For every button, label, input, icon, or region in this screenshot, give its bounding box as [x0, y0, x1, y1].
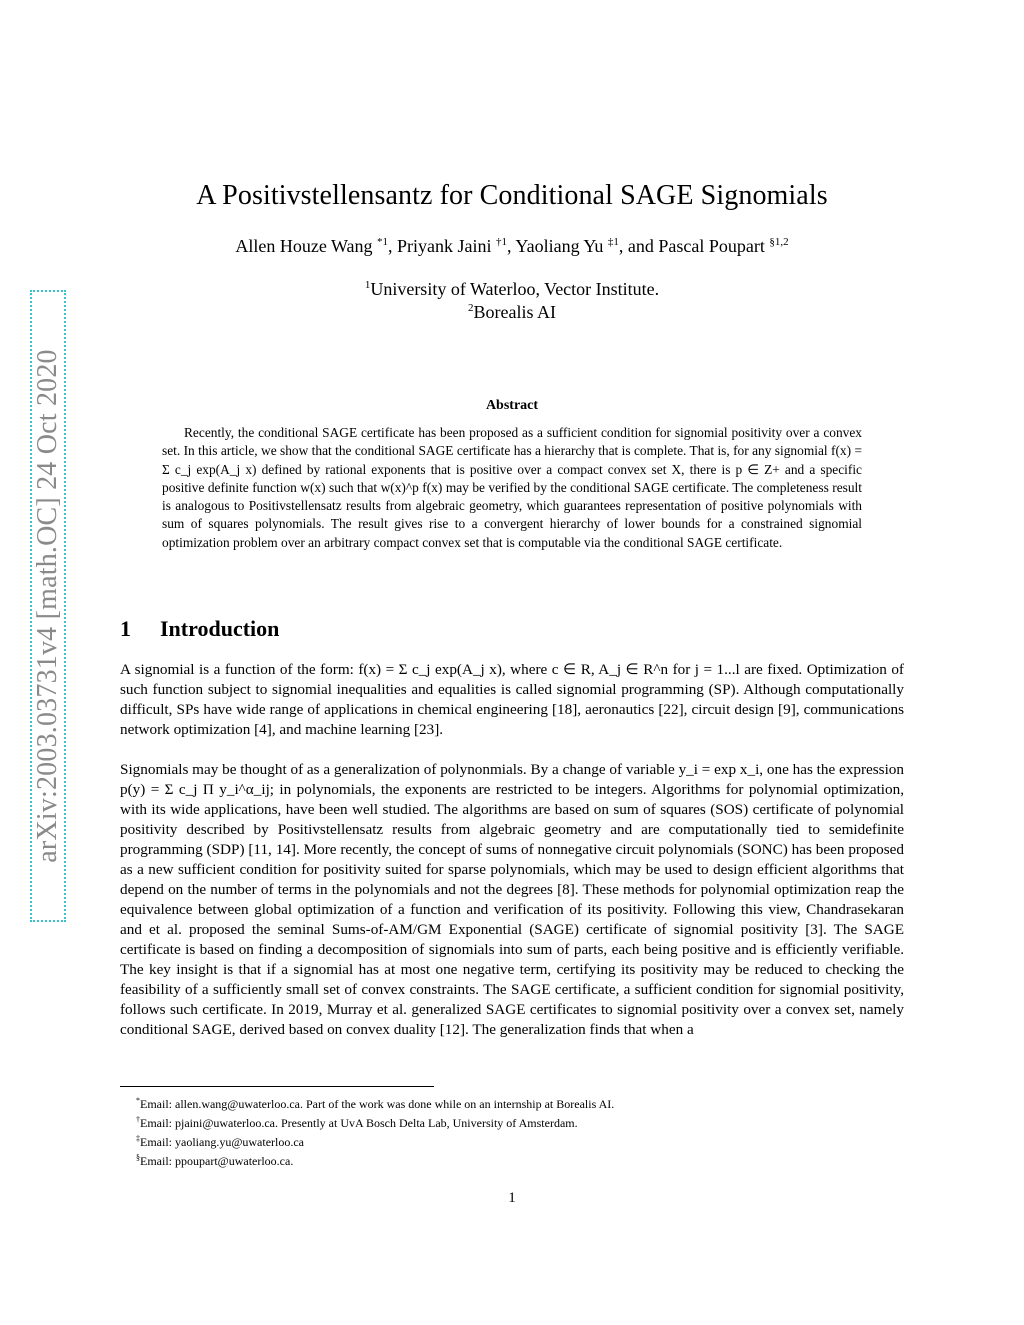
intro-paragraph-2	[120, 760, 904, 1040]
affiliation-1	[120, 279, 904, 300]
arxiv-stamp-text[interactable]: arXiv:2003.03731v4 [math.OC] 24 Oct 2020	[32, 349, 63, 863]
footnote-1	[120, 1093, 904, 1112]
footnote-1-mark: *	[136, 1096, 140, 1105]
footnote-2-text: Email: pjaini@uwaterloo.ca. Presently at UvA Bosch Delta Lab, University of Amsterdam.	[140, 1116, 578, 1130]
section-number: 1	[120, 616, 131, 641]
paper-title: A Positivstellensantz for Conditional SAGE Signomials	[196, 180, 828, 211]
intro-paragraph-1	[120, 660, 904, 740]
footnote-4	[120, 1150, 904, 1169]
affiliation-2-mark: 2	[468, 302, 474, 314]
author-1: Allen Houze Wang	[235, 236, 373, 256]
author-3: Yaoliang Yu	[515, 236, 604, 256]
affiliation-2-text: Borealis AI	[473, 302, 556, 322]
abstract-body	[162, 424, 862, 552]
paragraph-2-text: Signomials may be thought of as a generalization of polynonmials. By a change of variable y_i = exp x_i, one has the expression p(y) = Σ c_j Π y_i^α_ij; in polynomials, the exponents are restricted to be integers. Algorithms for polynomial optimization, with its wide applications, have been well studied. The algorithms are based on sum of squares (SOS) certificate of polynomial positivity described by Positivstellensatz results from algebraic geometry and are computationally tied to semidefinite programming (SDP) [11, 14]. More recently, the concept of sums of nonnegative circuit polynomials (SONC) has been proposed as a new sufficient condition for positivity suited for sparse polynomials, which may be used to design efficient algorithms that depend on the number of terms in the polynomials and not the degrees [8]. These methods for polynomial optimization reap the equivalence between global optimization of a function and verification of its positivity. Following this view, Chandrasekaran and et al. proposed the seminal Sums-of-AM/GM Exponential (SAGE) certificate of signomial positivity [3]. The SAGE certificate is based on finding a decomposition of signomials into sum of parts, each being positive and is efficiently verifiable. The key insight is that if a signomial has at most one negative term, certifying its positivity may be reduced to checking the feasibility of a sufficiently small set of convex constraints. The SAGE certificate, a sufficient condition for signomial positivity, follows such certificate. In 2019, Murray et al. generalized SAGE certificates to signomial positivity over a convex set, namely conditional SAGE, derived based on convex duality [12]. The generalization finds that when a	[120, 761, 904, 1038]
footnote-3-text: Email: yaoliang.yu@uwaterloo.ca	[140, 1135, 304, 1149]
author-2: Priyank Jaini	[397, 236, 492, 256]
affiliation-2	[120, 302, 904, 323]
paragraph-1-text: A signomial is a function of the form: f(x) = Σ c_j exp(A_j x), where c ∈ R, A_j ∈ R^n for j = 1...l are fixed. Optimization of such function subject to signomial inequalities and equalities is called signomial programming (SP). Although computationally difficult, SPs have wide range of applications in chemical engineering [18], aeronautics [22], circuit design [9], communications network optimization [4], and machine learning [23].	[120, 661, 904, 738]
footnote-2-mark: †	[136, 1115, 140, 1124]
page-number: 1	[508, 1190, 516, 1206]
affiliation-1-mark: 1	[364, 279, 371, 291]
author-2-marks: †1	[496, 236, 508, 248]
footnote-3	[120, 1131, 904, 1150]
section-heading	[120, 616, 279, 642]
author-4: and Pascal Poupart	[627, 236, 765, 256]
author-1-marks: *1	[377, 236, 389, 248]
footnote-1-text: Email: allen.wang@uwaterloo.ca. Part of the work was done while on an internship at Borealis AI.	[140, 1097, 615, 1111]
footnote-rule	[120, 1086, 434, 1087]
abstract-heading: Abstract	[485, 398, 539, 413]
footnote-4-text: Email: ppoupart@uwaterloo.ca.	[140, 1154, 294, 1168]
footnotes	[120, 1093, 904, 1169]
footnote-4-mark: §	[136, 1153, 140, 1162]
footnote-2	[120, 1112, 904, 1131]
author-3-marks: ‡1	[607, 236, 619, 248]
author-list: Allen Houze Wang $^{*1}$, Priyank Jaini $^{\dagger 1}$, Yaoliang Yu $^{\ddagger 1}$, and Pascal Poupart $^{\S 1,2}$	[235, 236, 789, 256]
abstract-text: Recently, the conditional SAGE certificate has been proposed as a sufficient condition for signomial positivity over a convex set. In this article, we show that the conditional SAGE certificate has a hierarchy that is complete. That is, for any signomial f(x) = Σ c_j exp(A_j x) defined by rational exponents that is positive over a compact convex set X, there is p ∈ Z+ and a specific positive definite function w(x) such that w(x)^p f(x) may be verified by the conditional SAGE certificate. The completeness result is analogous to Positivstellensatz results from algebraic geometry, which guarantees representation of positive polynomials with sum of squares polynomials. The result gives rise to a convergent hierarchy of lower bounds for a constrained signomial optimization problem over an arbitrary compact convex set that is computable via the conditional SAGE certificate.	[162, 425, 862, 550]
footnote-3-mark: ‡	[136, 1134, 140, 1143]
author-4-marks: §1,2	[769, 236, 789, 248]
section-title: Introduction	[160, 616, 280, 641]
affiliation-1-text: University of Waterloo, Vector Institute.	[370, 279, 660, 299]
